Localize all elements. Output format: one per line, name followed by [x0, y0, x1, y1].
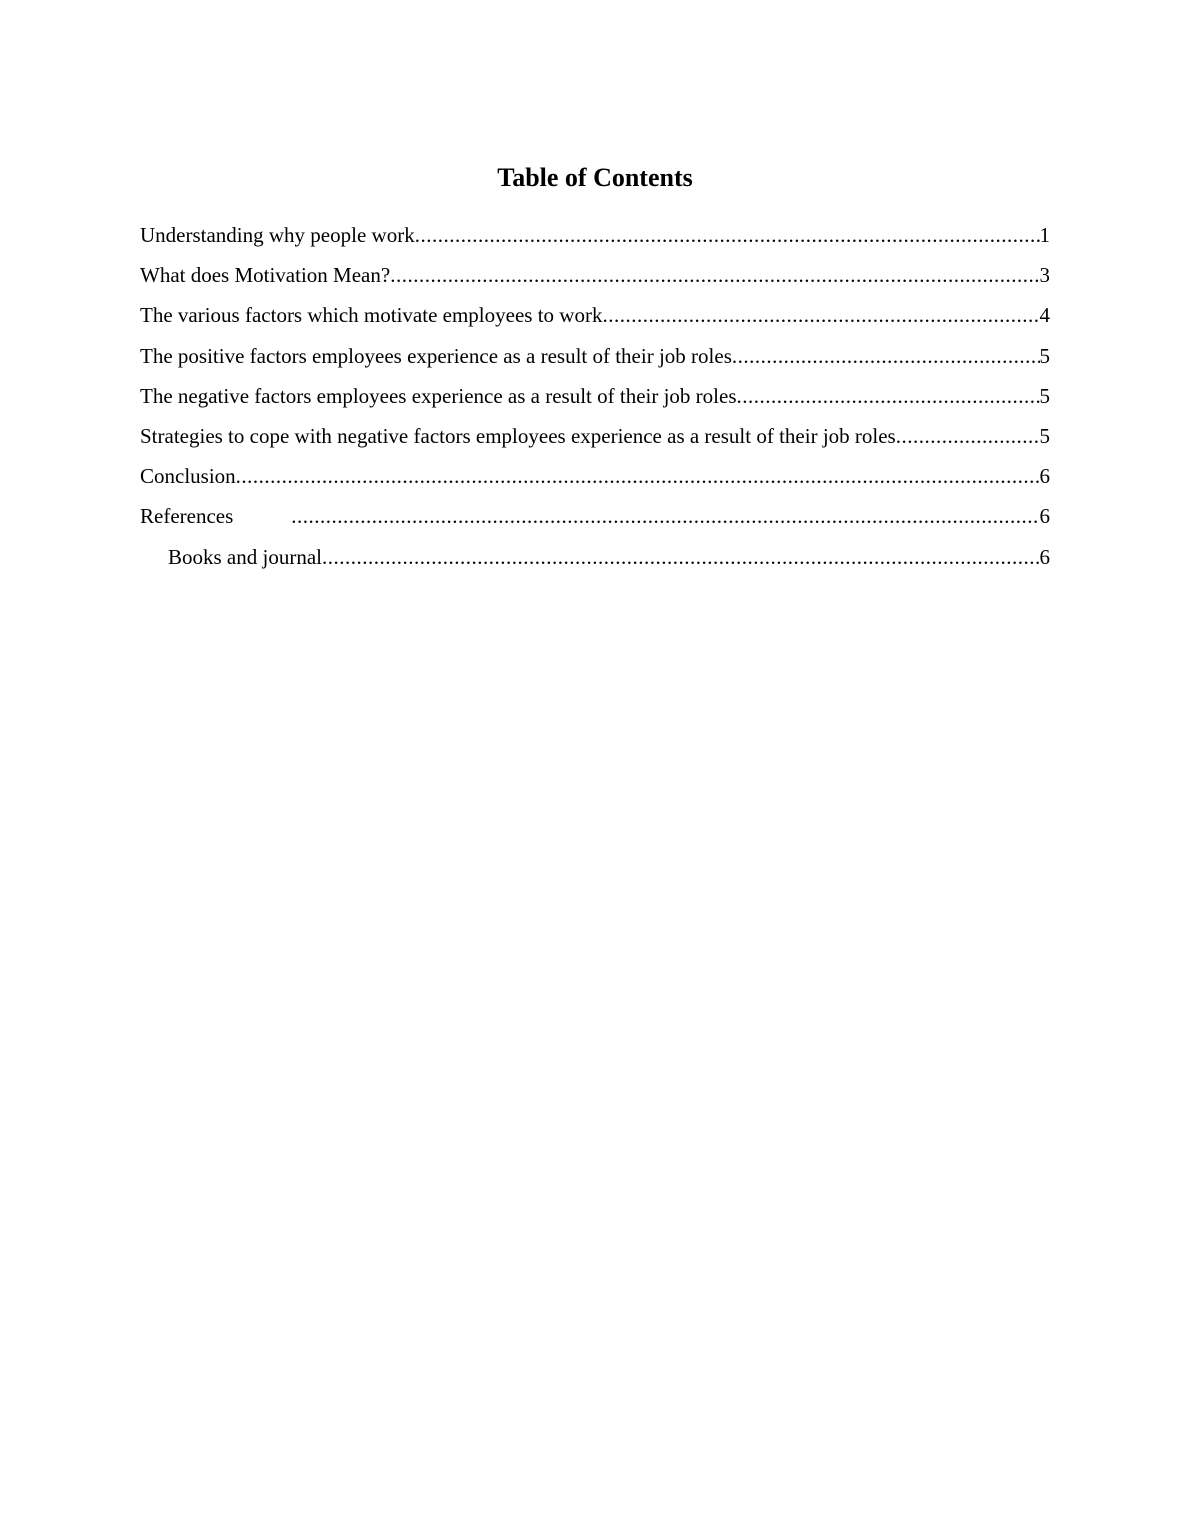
toc-title: Table of Contents: [497, 163, 693, 192]
toc-dot-leader: [732, 340, 1040, 372]
toc-dot-leader: [602, 299, 1039, 331]
toc-entry-what-does-motivation-mean[interactable]: [140, 259, 1050, 299]
toc-entry-page-number: 4: [1039, 303, 1050, 328]
toc-entry-label: What does Motivation Mean?: [140, 263, 391, 288]
toc-entry-label: Strategies to cope with negative factors employees experience as a result of their job roles: [140, 423, 896, 448]
toc-entry-factors-which-motivate[interactable]: [140, 299, 1050, 339]
toc-entry-strategies-to-cope[interactable]: [140, 420, 1050, 460]
toc-entry-page-number: 5: [1039, 423, 1050, 448]
toc-dot-leader: [291, 500, 1039, 532]
toc-entry-references[interactable]: [140, 500, 1050, 540]
toc-entry-page-number: 6: [1039, 544, 1050, 569]
toc-entry-books-and-journal[interactable]: [140, 541, 1050, 581]
toc-entry-label: Conclusion: [140, 464, 236, 489]
toc-entry-positive-factors[interactable]: [140, 340, 1050, 380]
toc-dot-leader: [737, 380, 1040, 412]
toc-entry-negative-factors[interactable]: [140, 380, 1050, 420]
toc-entry-conclusion[interactable]: [140, 460, 1050, 500]
toc-entry-page-number: 6: [1039, 464, 1050, 489]
toc-dot-leader: [415, 219, 1040, 251]
toc-dot-leader: [896, 420, 1040, 452]
toc-entry-page-number: 6: [1039, 504, 1050, 529]
toc-entry-page-number: 1: [1039, 223, 1050, 247]
toc-dot-leader: [390, 259, 1039, 291]
toc-entry-label: The positive factors employees experience as a result of their job roles: [140, 343, 732, 368]
toc-entry-label: The negative factors employees experience as a result of their job roles: [140, 383, 737, 408]
toc-entry-understanding-why-people-work[interactable]: [140, 219, 1050, 259]
toc-entry-page-number: 3: [1039, 263, 1050, 288]
toc-entry-label: Understanding why people work: [140, 223, 415, 247]
toc-entry-page-number: 5: [1039, 383, 1050, 408]
toc-entry-label: References: [140, 504, 234, 529]
toc-dot-leader: [236, 460, 1040, 492]
toc-dot-leader: [322, 541, 1040, 573]
toc-entry-label: Books and journal: [168, 544, 322, 569]
toc-entry-page-number: 5: [1039, 343, 1050, 368]
toc-entry-label: The various factors which motivate employees to work: [140, 303, 603, 328]
toc-list: [140, 219, 1050, 581]
